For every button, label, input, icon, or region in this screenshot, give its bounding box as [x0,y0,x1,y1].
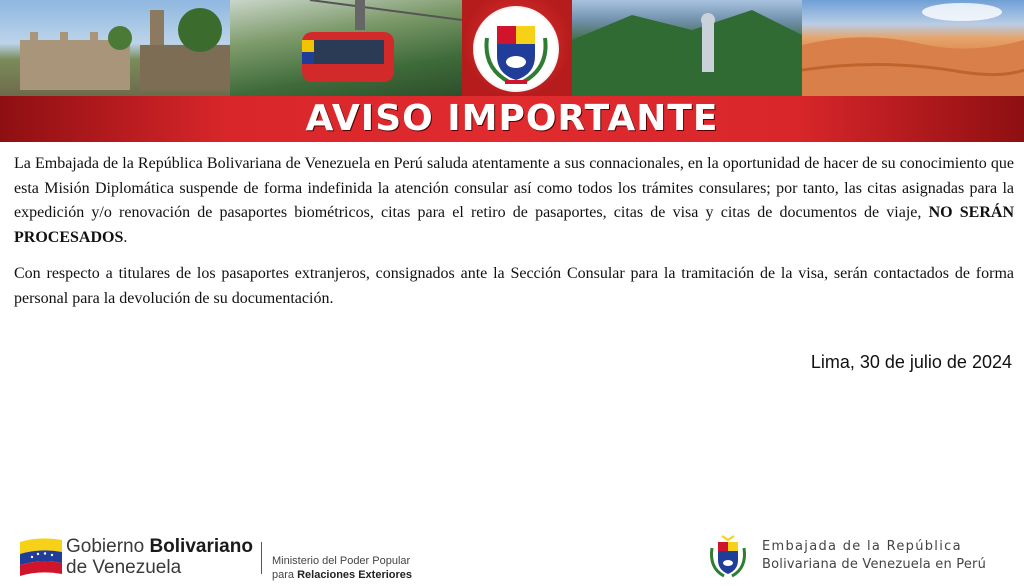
embassy-line2: Bolivariana de Venezuela en Perú [762,557,987,572]
government-logo [18,532,438,580]
embassy-line1: Embajada de la República [762,539,962,554]
logo-divider [261,542,262,574]
gov-line1-normal: Gobierno [66,536,150,557]
page-title: AVISO IMPORTANTE [305,98,719,139]
government-name [66,536,253,578]
notice-date: Lima, 30 de julio de 2024 [810,352,1012,372]
ministry-name [272,554,412,582]
header-banner [0,0,1024,142]
desert-dunes-photo [802,0,1024,96]
notice-text: La Embajada de la República Bolivariana de Venezuela en Perú saluda atentamente a sus connacionales, en la oportunidad de hacer de su conocimiento que esta Misión Diplomática suspende de forma indefinida la atención consular así como todos los trámites consulares; por tanto, las citas asignadas para la expedición y/o renovación de pasaportes biométricos, citas para el retiro de pasaportes, citas de visa y citas de documentos de viaje, [14,155,1014,221]
embassy-coat-of-arms-icon [706,532,750,580]
mountain-statue-photo [572,0,802,96]
not-processed-emphasis: NO SERÁN PROCESADOS [14,204,1015,246]
embassy-logo [706,530,1006,582]
notice-paragraph-1 [14,152,1014,250]
gov-line1-bold: Bolivariano [149,536,253,557]
notice-period: . [123,228,128,246]
notice-paragraph-2: Con respecto a titulares de los pasaportes extranjeros, consignados ante la Sección Consular para la tramitación de la visa, serán contactados de forma personal para la devolución de su documentación. [14,265,1014,307]
cable-car-photo [230,0,462,96]
gov-line2: de Venezuela [66,557,182,578]
venezuela-flag-icon [18,536,64,576]
coat-of-arms-icon [475,8,557,90]
ministry-line1: Ministerio del Poder Popular [272,555,411,567]
fortress-photo [0,0,230,96]
embassy-name [762,538,986,574]
ministry-line2-bold: Relaciones Exteriores [297,569,413,581]
ministry-line2-normal: para [272,569,298,581]
